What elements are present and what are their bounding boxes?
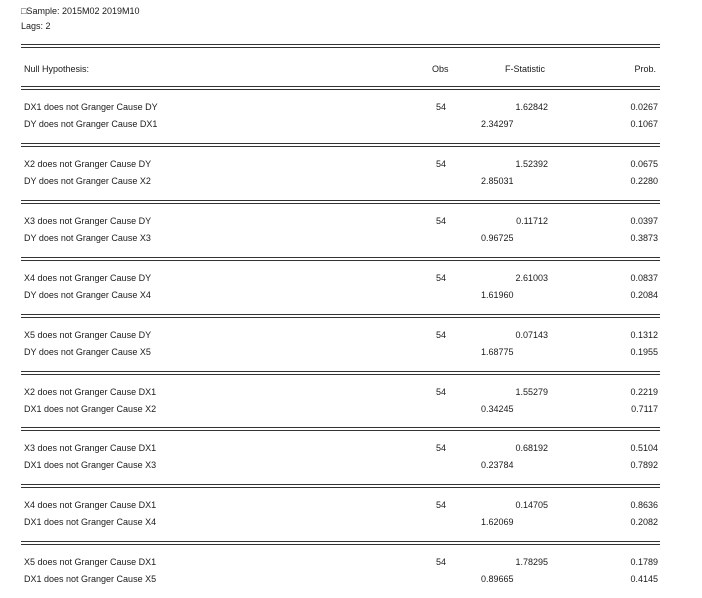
hypothesis-row-2: DX1 does not Granger Cause X5 (24, 574, 157, 585)
group-rule-2 (21, 260, 660, 261)
hypothesis-row-1: X3 does not Granger Cause DX1 (24, 443, 157, 454)
group-rule-2 (21, 203, 660, 204)
f-statistic-1: 0.11712 (516, 215, 548, 226)
prob-value-1: 0.5104 (630, 443, 658, 454)
group-rule-2 (21, 374, 660, 375)
prob-value-1: 0.8636 (630, 500, 658, 511)
prob-value-2: 0.3873 (630, 232, 658, 243)
lags-label: Lags: 2 (21, 21, 51, 31)
f-statistic-1: 1.62842 (515, 102, 548, 112)
group-rule-2 (21, 317, 660, 318)
prob-value-2: 0.4145 (630, 574, 658, 585)
prob-value-2: 0.7117 (631, 403, 658, 414)
prob-value-2: 0.2082 (630, 517, 658, 528)
group-rule-2 (21, 487, 660, 488)
obs-value: 54 (435, 557, 446, 568)
obs-value: 54 (435, 158, 446, 169)
prob-value-2: 0.2280 (630, 175, 658, 186)
group-rule (21, 541, 660, 542)
f-statistic-2: 0.23784 (481, 460, 514, 471)
group-rule-2 (21, 430, 660, 431)
hypothesis-row-2: DY does not Granger Cause X2 (24, 175, 151, 186)
obs-value: 54 (435, 329, 446, 340)
obs-value: 54 (435, 272, 446, 283)
group-rule (21, 427, 660, 428)
f-statistic-1: 1.52392 (515, 158, 548, 169)
hypothesis-row-1: DX1 does not Granger Cause DY (24, 102, 158, 112)
group-rule (21, 143, 660, 144)
column-header-prob: Prob. (634, 64, 656, 74)
hypothesis-row-1: X2 does not Granger Cause DY (24, 158, 152, 169)
f-statistic-2: 0.96725 (481, 232, 514, 243)
f-statistic-1: 2.61003 (515, 272, 548, 283)
hypothesis-row-1: X2 does not Granger Cause DX1 (24, 386, 157, 397)
f-statistic-2: 1.61960 (481, 289, 514, 300)
obs-value: 54 (435, 102, 446, 112)
prob-value-2: 0.7892 (630, 460, 658, 471)
prob-value-1: 0.1789 (630, 557, 658, 568)
prob-value-1: 0.0675 (630, 158, 658, 169)
f-statistic-1: 1.78295 (515, 557, 548, 568)
hypothesis-row-2: DX1 does not Granger Cause X2 (24, 403, 157, 414)
obs-value: 54 (435, 443, 446, 454)
f-statistic-2: 2.85031 (481, 175, 514, 186)
group-rule-2 (21, 89, 660, 90)
group-rule (21, 314, 660, 315)
group-rule (21, 86, 660, 87)
group-rule (21, 484, 660, 485)
f-statistic-1: 0.68192 (515, 443, 548, 454)
f-statistic-2: 2.34297 (481, 119, 514, 129)
hypothesis-row-2: DY does not Granger Cause X4 (24, 289, 151, 300)
group-rule-2 (21, 544, 660, 545)
obs-value: 54 (435, 386, 446, 397)
hypothesis-row-2: DY does not Granger Cause X3 (24, 232, 151, 243)
group-rule (21, 257, 660, 258)
group-rule-2 (21, 146, 660, 147)
hypothesis-row-1: X4 does not Granger Cause DX1 (24, 500, 157, 511)
f-statistic-1: 0.07143 (515, 329, 548, 340)
table-top-rule-2 (21, 47, 660, 48)
f-statistic-1: 0.14705 (515, 500, 548, 511)
hypothesis-row-2: DY does not Granger Cause X5 (24, 346, 151, 357)
prob-value-2: 0.1955 (630, 346, 658, 357)
hypothesis-row-1: X3 does not Granger Cause DY (24, 215, 152, 226)
f-statistic-2: 1.62069 (481, 517, 514, 528)
hypothesis-row-1: X4 does not Granger Cause DY (24, 272, 152, 283)
sample-label: □Sample: 2015M02 2019M10 (21, 6, 140, 16)
hypothesis-row-1: X5 does not Granger Cause DY (24, 329, 152, 340)
hypothesis-row-1: X5 does not Granger Cause DX1 (24, 557, 157, 568)
group-rule (21, 371, 660, 372)
column-header-fstat: F-Statistic (505, 64, 546, 74)
f-statistic-2: 0.34245 (481, 403, 514, 414)
hypothesis-row-2: DX1 does not Granger Cause X4 (24, 517, 157, 528)
prob-value-1: 0.1312 (630, 329, 658, 340)
prob-value-1: 0.0397 (630, 215, 658, 226)
column-header-hypothesis: Null Hypothesis: (24, 64, 90, 74)
prob-value-2: 0.2084 (630, 289, 658, 300)
prob-value-1: 0.0267 (630, 102, 658, 112)
f-statistic-1: 1.55279 (515, 386, 548, 397)
column-header-obs: Obs (432, 64, 449, 74)
f-statistic-2: 0.89665 (481, 574, 514, 585)
obs-value: 54 (435, 215, 446, 226)
prob-value-2: 0.1067 (630, 119, 658, 129)
group-rule (21, 200, 660, 201)
obs-value: 54 (435, 500, 446, 511)
prob-value-1: 0.2219 (630, 386, 658, 397)
hypothesis-row-2: DX1 does not Granger Cause X3 (24, 460, 157, 471)
prob-value-1: 0.0837 (630, 272, 658, 283)
f-statistic-2: 1.68775 (481, 346, 514, 357)
table-top-rule (21, 44, 660, 45)
hypothesis-row-2: DY does not Granger Cause DX1 (24, 119, 158, 129)
